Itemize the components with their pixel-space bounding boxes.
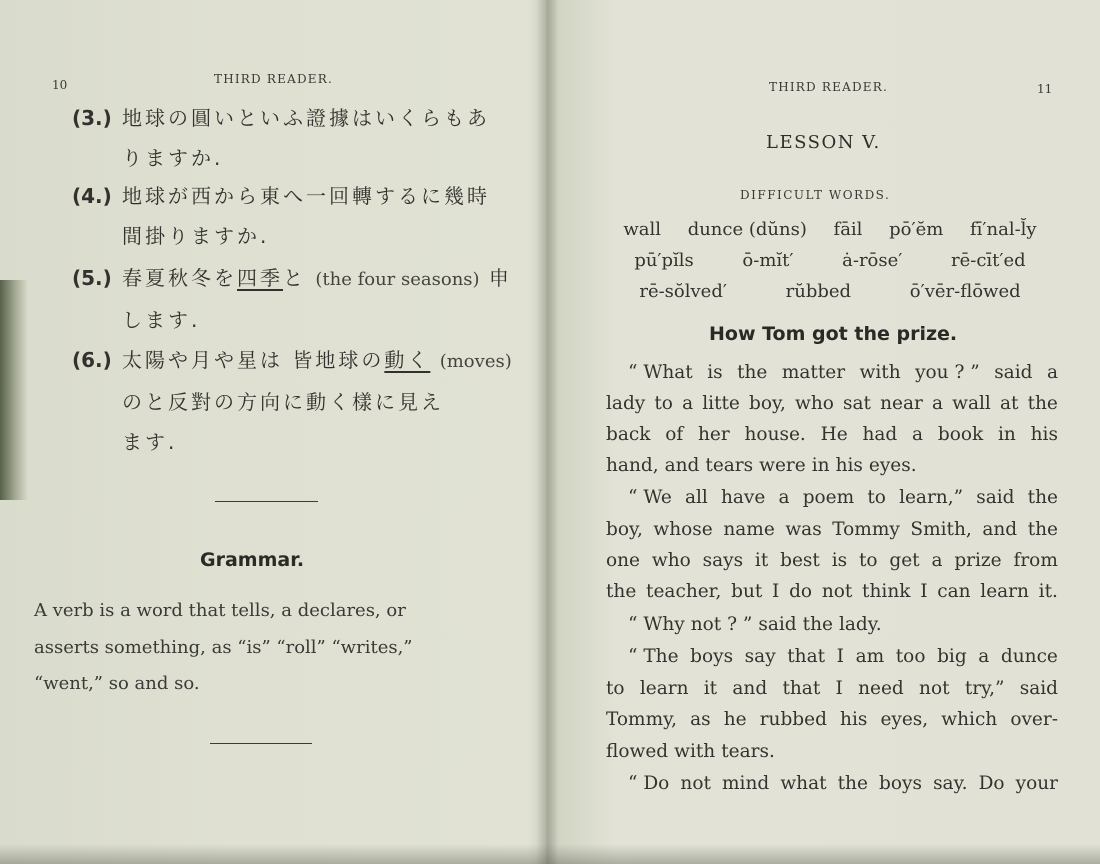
story-word: Smith, (910, 519, 972, 540)
story-word: you ? ” (915, 362, 980, 383)
story-word: say. (933, 773, 968, 794)
story-line (606, 393, 1058, 414)
question-4 (72, 176, 512, 256)
story-word: do (789, 581, 813, 602)
grammar-line: asserts something, as “is” “roll” “writes,” (34, 637, 413, 658)
story-word: had (862, 424, 898, 445)
story-word: is (707, 362, 723, 383)
story-word: is (831, 550, 848, 571)
question-text: 地球の圓いといふ證據はいくらもあ (122, 106, 490, 130)
story-word: not ? ” (690, 614, 753, 635)
story-word: I (920, 581, 928, 602)
story-word: dunce (1000, 646, 1058, 667)
vocab-word: rŭbbed (785, 281, 852, 302)
story-word: as (690, 709, 711, 730)
story-word: said (976, 487, 1015, 508)
grammar-heading: Grammar. (200, 549, 305, 571)
question-number: (3.) (72, 106, 112, 130)
vocab-word: pō′ĕm (889, 219, 944, 240)
vocab-word: fāil (833, 219, 863, 240)
story-word: I (835, 678, 843, 699)
story-word: boys (690, 646, 734, 667)
vocab-word: wall (623, 219, 661, 240)
story-word: eyes, (880, 709, 929, 730)
story-word: which (941, 709, 998, 730)
story-word: to (867, 487, 886, 508)
vocab-word: pū′pĭls (634, 250, 694, 271)
story-word: one (606, 550, 641, 571)
story-word: hand, (606, 455, 659, 476)
story-word: a (931, 393, 944, 414)
question-number: (4.) (72, 184, 112, 208)
question-text: 地球が西から東へ一回轉するに幾時 (122, 184, 490, 208)
section-divider (215, 501, 318, 502)
story-word: lady (606, 393, 646, 414)
story-word: said (758, 614, 797, 635)
story-word: he (723, 709, 747, 730)
story-word: have (720, 487, 766, 508)
story-word: a (778, 487, 790, 508)
vocab-word: ō′vēr-flōwed (909, 281, 1021, 302)
story-word: it. (1038, 581, 1058, 602)
story-word: your (1015, 773, 1058, 794)
story-word: “ Do (628, 773, 670, 794)
story-word: wall (952, 393, 991, 414)
story-word: eyes. (868, 455, 917, 476)
story-word: that (782, 678, 821, 699)
story-word: that (787, 646, 826, 667)
story-word: “ Why (628, 614, 685, 635)
story-word: get (889, 550, 920, 571)
vocab-word: rē-sŏlved′ (639, 281, 727, 302)
underlined-term: 四季 (237, 266, 283, 290)
story-word: I (772, 581, 780, 602)
vocab-row (610, 281, 1050, 302)
story-word: to (606, 678, 625, 699)
vocab-row (610, 219, 1050, 240)
story-word: near (880, 393, 923, 414)
story-word: big (937, 646, 967, 667)
grammar-line: A verb is a word that tells, a declares, or (34, 600, 406, 621)
story-word: Tommy, (606, 709, 678, 730)
story-word: his (840, 709, 868, 730)
story-word: teacher, (646, 581, 722, 602)
book-gutter (536, 0, 558, 864)
story-word: mind (722, 773, 770, 794)
story-word: her (698, 424, 730, 445)
story-word: lady. (838, 614, 882, 635)
story-word: a (978, 646, 990, 667)
story-word: flowed (606, 741, 669, 762)
running-head-right: THIRD READER. (769, 80, 888, 94)
story-word: but (731, 581, 763, 602)
story-word: back (606, 424, 651, 445)
story-word: need (858, 678, 904, 699)
story-line (606, 678, 1058, 699)
question-text: りますか. (122, 146, 224, 170)
story-word: from (1013, 550, 1058, 571)
story-word: and (732, 678, 768, 699)
story-word: the (837, 773, 868, 794)
story-line (628, 646, 1058, 667)
story-word: in (997, 424, 1016, 445)
story-line (628, 773, 1058, 794)
story-word: of (665, 424, 684, 445)
story-word: not (919, 678, 950, 699)
story-word: boy, (749, 393, 786, 414)
story-word: try,” (964, 678, 1005, 699)
story-word: the (802, 614, 833, 635)
story-word: Do (978, 773, 1005, 794)
question-3 (72, 98, 512, 178)
story-word: He (820, 424, 848, 445)
vocab-word: ȧ-rōse′ (842, 250, 903, 271)
story-line (606, 519, 1058, 540)
grammar-line: “went,” so and so. (34, 673, 200, 694)
story-word: learn (639, 678, 689, 699)
story-title: How Tom got the prize. (709, 323, 958, 345)
question-text: ます. (122, 430, 178, 454)
story-word: a (1046, 362, 1058, 383)
page-number-left: 10 (52, 78, 68, 92)
story-word: the (606, 581, 637, 602)
section-divider (210, 743, 312, 744)
story-word: the (737, 362, 768, 383)
story-word: house. (744, 424, 806, 445)
story-word: to (858, 550, 878, 571)
story-line (628, 614, 1058, 635)
story-word: am (855, 646, 885, 667)
story-word: best (780, 550, 820, 571)
story-word: litte (702, 393, 740, 414)
story-word: can (937, 581, 971, 602)
story-word: not (821, 581, 853, 602)
story-word: too (895, 646, 926, 667)
story-word: sat (843, 393, 871, 414)
story-line (606, 424, 1058, 445)
story-word: think (862, 581, 911, 602)
story-word: in (811, 455, 830, 476)
page-number-right: 11 (1037, 82, 1053, 96)
story-word: it (754, 550, 769, 571)
story-word: and (664, 455, 700, 476)
story-word: “ The (628, 646, 679, 667)
story-line (606, 709, 1058, 730)
story-word: prize (954, 550, 1002, 571)
story-word: rubbed (759, 709, 827, 730)
story-word: all (684, 487, 708, 508)
question-text: 太陽や月や星は 皆地球の (122, 348, 385, 372)
story-word: the (1027, 487, 1058, 508)
story-word: tears. (721, 741, 775, 762)
question-text: します. (122, 308, 201, 332)
vocab-row (610, 250, 1050, 271)
english-gloss: (the four seasons) (315, 269, 480, 290)
question-number: (5.) (72, 266, 112, 290)
story-word: boy, (606, 519, 643, 540)
question-text: 申 (488, 266, 512, 290)
story-word: says (702, 550, 744, 571)
story-word: book (937, 424, 984, 445)
question-text: のと反對の方向に動く樣に見え (122, 390, 444, 414)
difficult-words-heading: DIFFICULT WORDS. (740, 188, 891, 202)
question-text: 春夏秋冬を (122, 266, 237, 290)
story-word: to (654, 393, 673, 414)
story-word: learn (980, 581, 1029, 602)
story-word: learn,” (899, 487, 964, 508)
story-word: boys (879, 773, 922, 794)
story-word: over- (1010, 709, 1058, 730)
story-word: his (835, 455, 863, 476)
underlined-term: 動く (384, 348, 431, 372)
story-word: Tommy (832, 519, 900, 540)
vocab-word: rē-cīt′ed (950, 250, 1026, 271)
story-line (606, 455, 1058, 476)
story-word: said (994, 362, 1033, 383)
story-word: poem (802, 487, 855, 508)
story-word: not (680, 773, 711, 794)
question-number: (6.) (72, 348, 112, 372)
english-gloss: (moves) (439, 351, 512, 372)
story-word: “ What (628, 362, 693, 383)
story-word: it (703, 678, 718, 699)
story-word: with (674, 741, 716, 762)
story-line (628, 362, 1058, 383)
story-word: “ We (628, 487, 672, 508)
question-text: と (283, 266, 306, 290)
story-word: were (759, 455, 806, 476)
vocab-word: ō-mĭt′ (742, 250, 794, 271)
story-word: whose (653, 519, 713, 540)
story-word: say (744, 646, 776, 667)
story-word: name (723, 519, 775, 540)
story-word: I (836, 646, 844, 667)
story-word: and (982, 519, 1018, 540)
story-word: who (795, 393, 834, 414)
lesson-title: LESSON V. (766, 132, 881, 153)
vocab-word: dunce (dŭns) (687, 219, 807, 240)
story-word: the (1027, 519, 1058, 540)
running-head-left: THIRD READER. (214, 72, 333, 86)
question-5 (72, 258, 512, 340)
story-word: who (651, 550, 691, 571)
question-text: 間掛りますか. (122, 224, 270, 248)
story-word: at (999, 393, 1019, 414)
story-line (606, 741, 1058, 762)
story-line (628, 487, 1058, 508)
story-word: a (682, 393, 694, 414)
story-word: a (931, 550, 943, 571)
vocab-word: fī′nal-l̆y (970, 219, 1037, 240)
story-word: tears (705, 455, 754, 476)
story-word: a (912, 424, 924, 445)
story-line (606, 581, 1058, 602)
story-word: was (785, 519, 822, 540)
question-6 (72, 340, 512, 462)
left-page (0, 0, 538, 864)
story-line (606, 550, 1058, 571)
story-word: with (859, 362, 901, 383)
story-word: said (1019, 678, 1058, 699)
story-word: the (1027, 393, 1058, 414)
story-word: what (780, 773, 827, 794)
story-word: his (1030, 424, 1058, 445)
story-word: matter (781, 362, 846, 383)
